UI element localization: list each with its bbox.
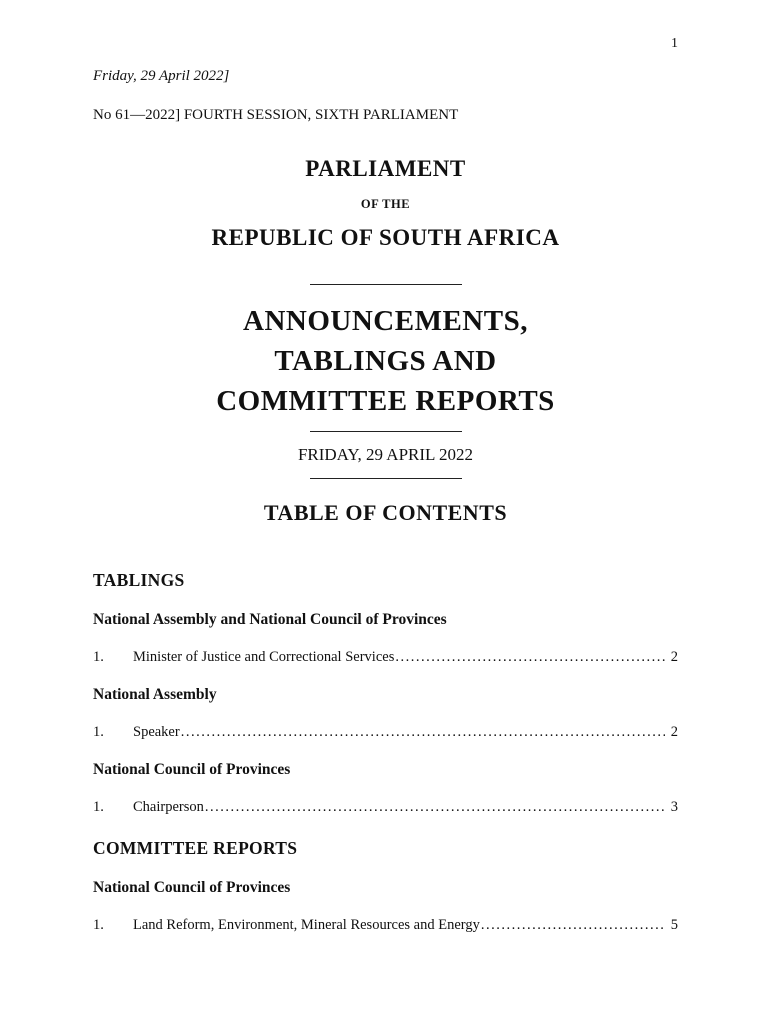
issue-number-line: No 61—2022] FOURTH SESSION, SIXTH PARLIAMENT: [93, 107, 459, 123]
toc-entry-label: Chairperson: [133, 799, 204, 815]
toc-group-na-and-ncop: National Assembly and National Council of Provinces: [93, 611, 447, 628]
toc-entry: [93, 799, 678, 816]
document-title-line2: TABLINGS AND: [274, 345, 497, 377]
toc-entry-label: Minister of Justice and Correctional Services: [133, 649, 395, 665]
toc-leader-dots: [481, 917, 665, 934]
toc-heading: TABLE OF CONTENTS: [263, 500, 508, 525]
toc-leader-dots: [181, 724, 665, 741]
divider-rule: [310, 431, 462, 432]
toc-entry-label: Speaker: [133, 724, 180, 740]
document-title: [93, 301, 678, 421]
toc-entry-page: 5: [670, 917, 678, 933]
toc-part-committee-reports: COMMITTEE REPORTS: [93, 838, 298, 858]
divider-rule: [310, 478, 462, 479]
toc-entry-label: Land Reform, Environment, Mineral Resources and Energy: [133, 917, 480, 933]
toc-entry-page: 2: [670, 649, 678, 665]
toc-entry: [93, 724, 678, 741]
masthead-republic: REPUBLIC OF SOUTH AFRICA: [211, 225, 560, 250]
issue-date-line: Friday, 29 April 2022]: [93, 68, 230, 84]
toc-part-tablings: TABLINGS: [93, 570, 185, 590]
toc-entry-number: 1.: [93, 917, 104, 933]
toc-entry: [93, 917, 678, 934]
toc-group-national-assembly: National Assembly: [93, 686, 217, 703]
divider-rule: [310, 284, 462, 285]
page-number: 1: [671, 36, 678, 51]
toc-entry-number: 1.: [93, 649, 104, 665]
toc-group-ncop-2: National Council of Provinces: [93, 879, 291, 896]
toc-entry-page: 2: [670, 724, 678, 740]
document-title-line3: COMMITTEE REPORTS: [216, 385, 555, 417]
masthead-of-the: OF THE: [360, 197, 411, 211]
document-date: FRIDAY, 29 APRIL 2022: [297, 445, 474, 464]
toc-group-ncop: National Council of Provinces: [93, 761, 291, 778]
toc-entry: [93, 649, 678, 666]
toc-leader-dots: [205, 799, 665, 816]
masthead: [93, 156, 678, 251]
toc-entry-number: 1.: [93, 799, 104, 815]
document-title-line1: ANNOUNCEMENTS,: [243, 305, 528, 337]
masthead-parliament: PARLIAMENT: [305, 156, 466, 181]
toc-leader-dots: [395, 649, 665, 666]
toc-entry-number: 1.: [93, 724, 104, 740]
toc-entry-page: 3: [670, 799, 678, 815]
